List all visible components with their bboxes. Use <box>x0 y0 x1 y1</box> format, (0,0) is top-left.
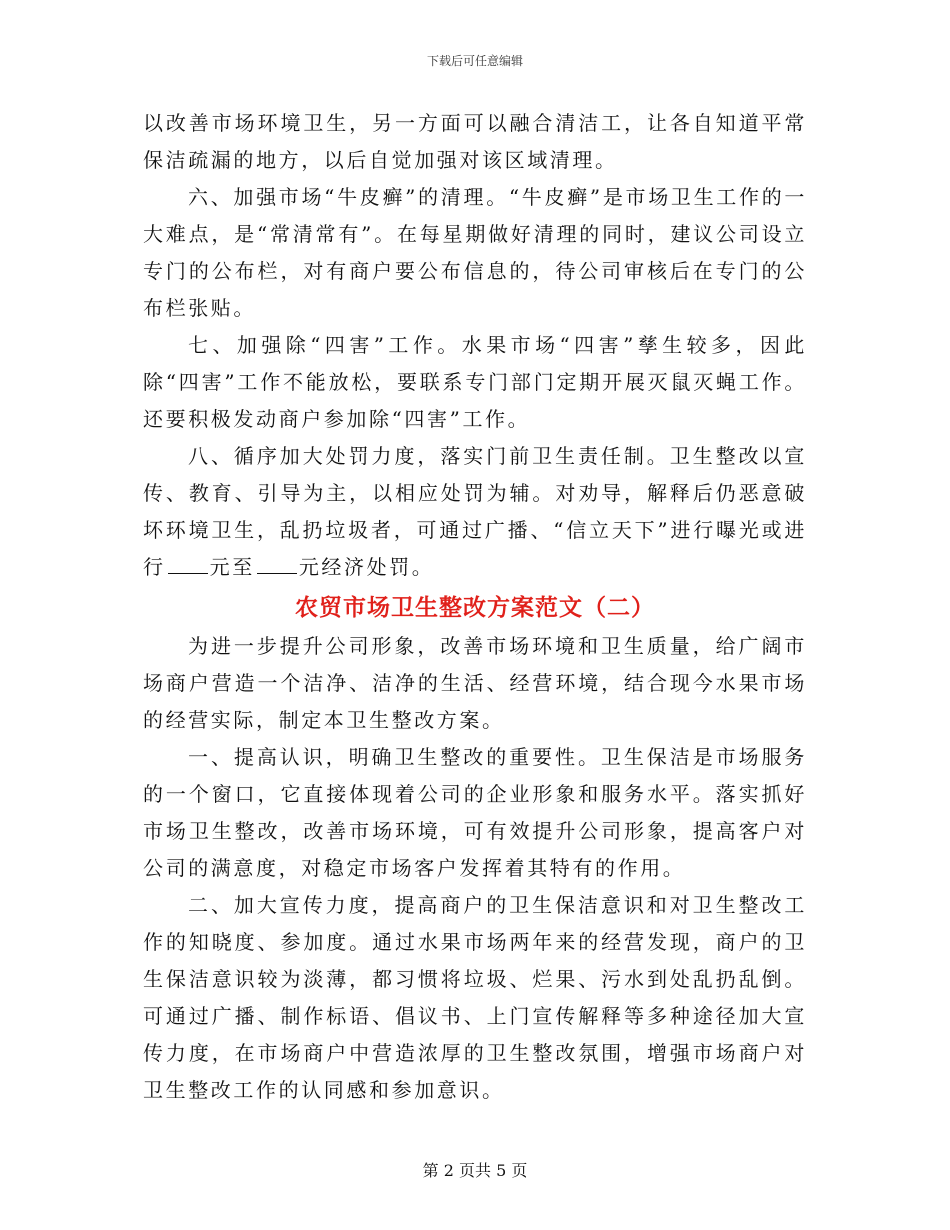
paragraph-intro: 为进一步提升公司形象，改善市场环境和卫生质量，给广阔市场商户营造一个洁净、洁净的生活、经营环境，结合现今水果市场的经营实际，制定本卫生整改方案。 <box>143 634 807 732</box>
paragraph-item-8-text-3: 元经济处罚。 <box>298 555 435 579</box>
paragraph-item-2: 二、加大宣传力度，提高商户的卫生保洁意识和对卫生整改工作的知晓度、参加度。通过水果市场两年来的经营发现，商户的卫生保洁意识较为淡薄，都习惯将垃圾、烂果、污水到处乱扔乱倒。可通过广播、制作标语、倡议书、上门宣传解释等多种途径加大宣传力度，在市场商户中营造浓厚的卫生整改氛围，增强市场商户对卫生整改工作的认同感和参加意识。 <box>143 893 807 1102</box>
document-body <box>143 105 807 1109</box>
paragraph-item-8-text: 八、循序加大处罚力度，落实门前卫生责任制。卫生整改以宣传、教育、引导为主，以相应处罚为辅。对劝导，解释后仍恶意破坏环境卫生，乱扔垃圾者，可通过广播、“信立天下”进行曝光或进行 <box>143 444 807 579</box>
paragraph-item-1: 一、提高认识，明确卫生整改的重要性。卫生保洁是市场服务的一个窗口，它直接体现着公司的企业形象和服务水平。落实抓好市场卫生整改，改善市场环境，可有效提升公司形象，提高客户对公司的满意度，对稳定市场客户发挥着其特有的作用。 <box>143 745 807 880</box>
page-number: 第 2 页共 5 页 <box>422 1161 528 1180</box>
fill-blank-2 <box>257 572 297 574</box>
section-title: 农贸市场卫生整改方案范文（二） <box>295 595 655 621</box>
paragraph-item-8 <box>143 438 807 586</box>
paragraph-continuation: 以改善市场环境卫生，另一方面可以融合清洁工，让各自知道平常保洁疏漏的地方，以后自觉加强对该区域清理。 <box>143 111 807 172</box>
paragraph-item-6: 六、加强市场“牛皮癣”的清理。“牛皮癣”是市场卫生工作的一大难点，是“常清常有”。在每星期做好清理的同时，建议公司设立专门的公布栏，对有商户要公布信息的，待公司审核后在专门的公布栏张贴。 <box>143 185 807 320</box>
header-note: 下载后可任意编辑 <box>426 54 523 68</box>
fill-blank-1 <box>168 572 208 574</box>
paragraph-item-7: 七、加强除“四害”工作。水果市场“四害”孳生较多，因此除“四害”工作不能放松，要联系专门部门定期开展灭鼠灭蝇工作。还要积极发动商户参加除“四害”工作。 <box>143 333 807 431</box>
paragraph-item-8-text-2: 元至 <box>209 555 255 579</box>
